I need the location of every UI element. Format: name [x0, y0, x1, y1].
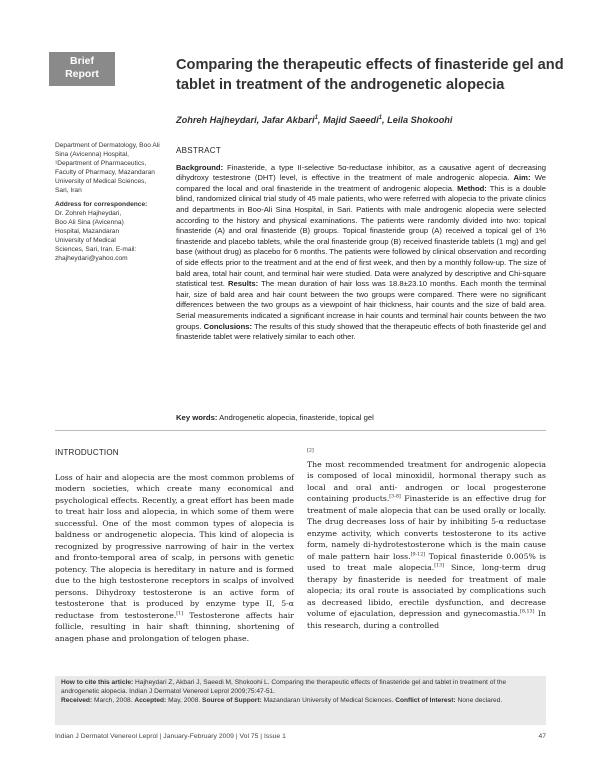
article-title: Comparing the therapeutic effects of finasteride gel and tablet in treatment of the androgenetic alopecia — [176, 57, 564, 93]
how-to-cite-text: Hajheydari Z, Akbari J, Saeedi M, Shokoohi L. Comparing the therapeutic effects of finasteride gel and tablet in treatment of the androgenetic alopecia. Indian J Dermatol Venereol Leprol 2009;75:47-51. — [61, 679, 507, 695]
source-text: Mazandaran University of Medical Sciences. — [263, 697, 394, 705]
badge-line1: Brief — [70, 55, 94, 67]
author-name: Zohreh Hajheydari — [176, 115, 257, 126]
intro-text: In this research, during a controlled — [307, 609, 546, 630]
page-footer — [55, 733, 546, 740]
received-date: March, 2008. — [94, 697, 133, 705]
article-history — [61, 697, 540, 706]
source-label: Source of Support: — [202, 697, 262, 705]
intro-text: Topical finasteride 0.005% is used to treat male alopecia. — [307, 551, 546, 572]
badge-line2: Report — [65, 68, 99, 80]
keywords — [176, 413, 546, 422]
how-to-cite-label: How to cite this article: — [61, 679, 134, 686]
reference-mark: [1] — [176, 610, 184, 616]
accepted-date: May, 2008. — [168, 697, 201, 705]
intro-text: The most recommended treatment for androgenic alopecia is composed of local minoxidil, hormonal therapy such as local and oral anti- androgen or local progesterone containing products. — [307, 459, 546, 503]
reference-mark: [3-8] — [389, 494, 401, 500]
correspondence-line: University of Medical — [55, 237, 116, 245]
method-text: This is a double blind, randomized clinical trial study of 45 male patients, who were referred with alopecia to the private clinics and departments in Boo-Ali Sina Hospital, in Sari. Patients with male androgenic alopecia were selected according to the history and physical examinations. The patients were randomly divided into two: topical finasteride (A) and oral finasteride (B) groups. Topical finasteride group (A) received a topical gel of 1% finasteride and placebo tablets, while the oral finasteride group (B) received finasteride tablets (1 mg) and gel base (without drug) as placebo for 6 months. The patients were followed by clinical observation and recording of side effects prior to the treatment and at the end of first week, and then by a monthly follow-up. The size of bald area, total hair count, and terminal hair were studied. Data were analyzed by descriptive and Chi-square statistical test. — [176, 183, 547, 289]
page-number: 47 — [538, 733, 546, 740]
background-text: Finasteride, a type II-selective 5α-reductase inhibitor, as a causative agent of decreasing dihydroxy testestrone (DHT) level, is effective in the treatment of male androgenic alopecia. — [176, 162, 546, 183]
method-label: Method: — [457, 183, 487, 193]
intro-text: Since, long-term drug therapy by finasteride is needed for treatment of male alopecia; its oral route is associated by complications such as decreased libido, erectile dysfunction, and decrease volume of ejaculation, depression and gynecomastia. — [307, 563, 547, 618]
introduction-paragraph — [55, 472, 294, 645]
journal-info: Indian J Dermatol Venereol Leprol | January-February 2009 | Vol 75 | Issue 1 — [55, 733, 286, 740]
intro-text: Finasteride is an effective drug for treatment of male alopecia that can be used orally or locally. The drug decreases loss of hair by inhibiting 5-α reductase enzyme activity, which converts testosterone to its active form, namely di-hydrotestosterone which is the main cause of male pattern hair loss. — [307, 494, 546, 561]
how-to-cite — [61, 679, 540, 696]
aim-label: Aim: — [513, 173, 531, 183]
conclusions-label: Conclusions: — [203, 321, 253, 331]
background-label: Background: — [176, 162, 224, 172]
author-name: Leila Shokoohi — [387, 115, 453, 126]
body-column-right — [307, 447, 546, 631]
affiliation-text: Department of Dermatology, Boo Ali Sina (Avicenna) Hospital, ¹Department of Pharmaceutics, Faculty of Pharmacy, Mazandaran University of Medical Sciences, Sari, Iran — [55, 142, 160, 194]
affiliation-sidebar — [55, 142, 160, 264]
reference-mark: [13] — [434, 563, 445, 569]
citation-box — [55, 676, 546, 725]
correspondence-line: Hospital, Mazandaran — [55, 228, 120, 236]
correspondence-line: Sciences, Sari, Iran. E-mail: — [55, 245, 137, 253]
abstract-heading: ABSTRACT — [176, 146, 222, 155]
correspondence-email[interactable]: zhajheydari@yahoo.com — [55, 254, 128, 262]
introduction-paragraph — [307, 447, 546, 459]
article-type-badge — [49, 52, 115, 86]
abstract-section — [176, 146, 546, 343]
correspondence-line: Dr. Zohreh Hajheydari, — [55, 210, 122, 218]
author-list: Zohreh Hajheydari, Jafar Akbari$^1$, Majid Saeedi$^1$, Leila Shokoohi — [176, 115, 453, 126]
intro-text: Testosterone affects hair follicle, resulting in hair shaft thinning, shortening of anagen phase and prolongation of telogen phase. — [55, 610, 294, 643]
body-column-left — [55, 447, 294, 644]
keywords-label: Key words: — [176, 413, 218, 422]
conclusions-text: The results of this study showed that the therapeutic effects of both finasteride gel and finasteride tablet were relatively similar to each other. — [176, 321, 546, 342]
reference-mark: [8,13] — [520, 609, 535, 615]
author-affiliation-mark: 1 — [378, 115, 383, 121]
introduction-heading: INTRODUCTION — [55, 448, 119, 457]
correspondence-line: Boo Ali Sina (Avicenna) — [55, 219, 124, 227]
results-label: Results: — [228, 279, 259, 289]
author-name: Majid Saeedi — [323, 115, 379, 126]
conflict-label: Conflict of Interest: — [395, 697, 456, 705]
reference-mark: [2] — [307, 448, 314, 454]
author-name: Jafar Akbari — [261, 115, 315, 126]
introduction-paragraph — [307, 459, 546, 632]
intro-text: Loss of hair and alopecia are the most common problems of modern societies, which create many economical and psychological effects. Recently, a great effort has been made to treat hair loss and alopecia, in which some of them were successful. One of the most common types of alopecia is baldness or androgenetic alopecia. This kind of alopecia is recognized by progressive narrowing of hair in the vertex and fronto-temporal area of scalp, in persons with genetic potency. The alopecia is hereditary in nature and is formed due to the high testosterone receptors in scalps of involved persons. Dihydroxy testosterone is an active form of testosterone that is produced by enzyme type II, 5-α reductase from testosterone. — [55, 472, 294, 620]
received-label: Received: — [61, 697, 93, 705]
conflict-text: None declared. — [457, 697, 503, 705]
section-divider — [55, 430, 546, 431]
abstract-body — [176, 163, 546, 343]
results-text: The mean duration of hair loss was 18.8±23.10 months. Each month the terminal hair, size of bald area and hair count between the two groups were compared. There were no significant differences between the two groups as a viewpoint of hair thickness, hair counts and the size of bald area. Serial measurements indicated a significant increase in hair counts and terminal hair counts between the two groups. — [176, 279, 546, 331]
accepted-label: Accepted: — [134, 697, 167, 705]
keywords-text: Androgenetic alopecia, finasteride, topical gel — [219, 413, 374, 422]
author-affiliation-mark: 1 — [314, 115, 318, 121]
reference-mark: [9-12] — [410, 551, 426, 557]
aim-text: We compared the local and oral finasteride in the treatment of androgenic alopecia. — [176, 173, 547, 193]
correspondence-heading: Address for correspondence: — [55, 201, 148, 209]
